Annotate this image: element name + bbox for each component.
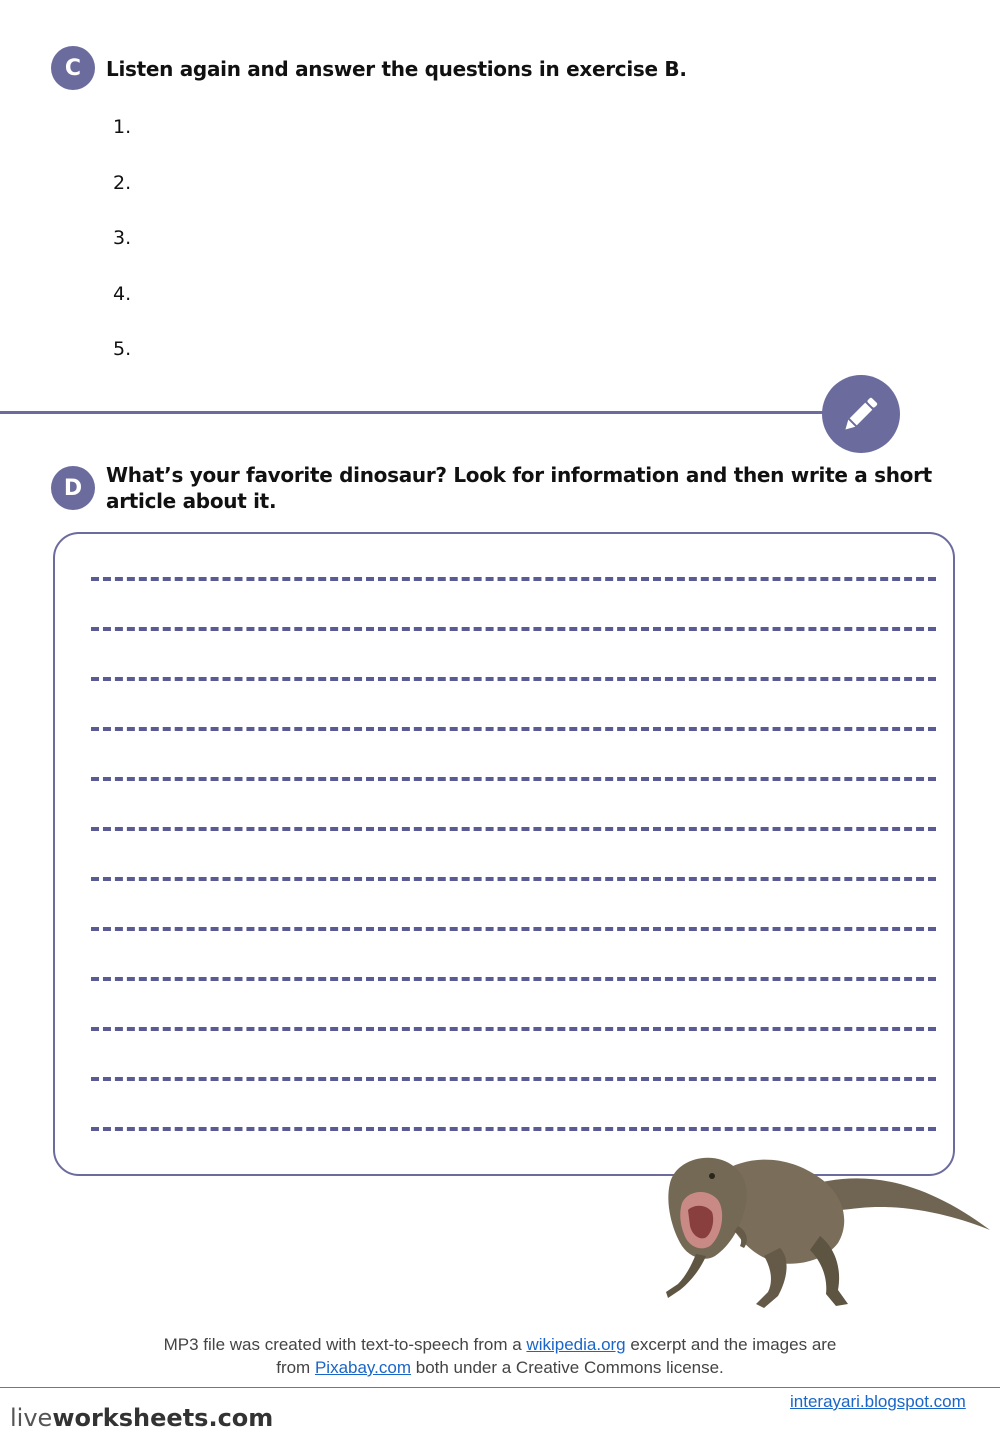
- pencil-badge: [822, 375, 900, 453]
- footer-divider: [0, 1387, 1000, 1388]
- section-d-badge: [51, 466, 95, 510]
- credits-text: MP3 file was created with text-to-speech from a: [163, 1335, 527, 1354]
- writing-line[interactable]: [91, 627, 936, 631]
- writing-line[interactable]: [91, 727, 936, 731]
- credits-text: from: [276, 1358, 315, 1377]
- answer-item-1[interactable]: 1.: [113, 116, 132, 138]
- liveworksheets-logo: [10, 1404, 273, 1432]
- writing-line[interactable]: [91, 1127, 936, 1131]
- section-c-heading: Listen again and answer the questions in exercise B.: [106, 57, 687, 81]
- pixabay-link[interactable]: Pixabay.com: [314, 1358, 412, 1377]
- writing-line[interactable]: [91, 1027, 936, 1031]
- blog-link[interactable]: interayari.blogspot.com: [790, 1392, 966, 1411]
- section-c-letter: C: [64, 55, 82, 81]
- answer-item-2[interactable]: 2.: [113, 171, 132, 194]
- section-d-heading-line2: article about it.: [106, 489, 277, 513]
- writing-line[interactable]: [91, 777, 936, 781]
- credits-line-1: [0, 1333, 1000, 1356]
- wikipedia-link[interactable]: wikipedia.org: [526, 1335, 626, 1354]
- logo-part-suffix: .com: [208, 1404, 274, 1432]
- answer-item-4[interactable]: 4.: [113, 282, 132, 305]
- section-c-badge: [51, 46, 95, 90]
- answer-item-5[interactable]: 5.: [113, 338, 132, 360]
- pencil-icon: [838, 391, 884, 437]
- writing-line[interactable]: [91, 1077, 936, 1081]
- logo-part-bold: worksheets: [52, 1404, 209, 1432]
- dinosaur-image: [660, 1148, 995, 1313]
- writing-line[interactable]: [91, 577, 936, 581]
- writing-line[interactable]: [91, 977, 936, 981]
- credits: [0, 1333, 1000, 1379]
- section-d-letter: D: [63, 475, 83, 501]
- section-divider: [0, 411, 830, 414]
- answer-list: [113, 116, 131, 394]
- writing-line[interactable]: [91, 677, 936, 681]
- answer-item-3[interactable]: 3.: [113, 227, 132, 249]
- writing-line[interactable]: [91, 827, 936, 831]
- credits-text: both under a Creative Commons license.: [411, 1358, 724, 1377]
- writing-line[interactable]: [91, 927, 936, 931]
- section-d-heading-line1: What’s your favorite dinosaur? Look for information and then write a short: [106, 463, 932, 487]
- credits-text: excerpt and the images are: [625, 1335, 837, 1354]
- credits-line-2: [0, 1356, 1000, 1379]
- logo-part-light: live: [10, 1404, 53, 1432]
- section-d-heading: [106, 462, 966, 514]
- writing-area[interactable]: [53, 532, 955, 1176]
- writing-line[interactable]: [91, 877, 936, 881]
